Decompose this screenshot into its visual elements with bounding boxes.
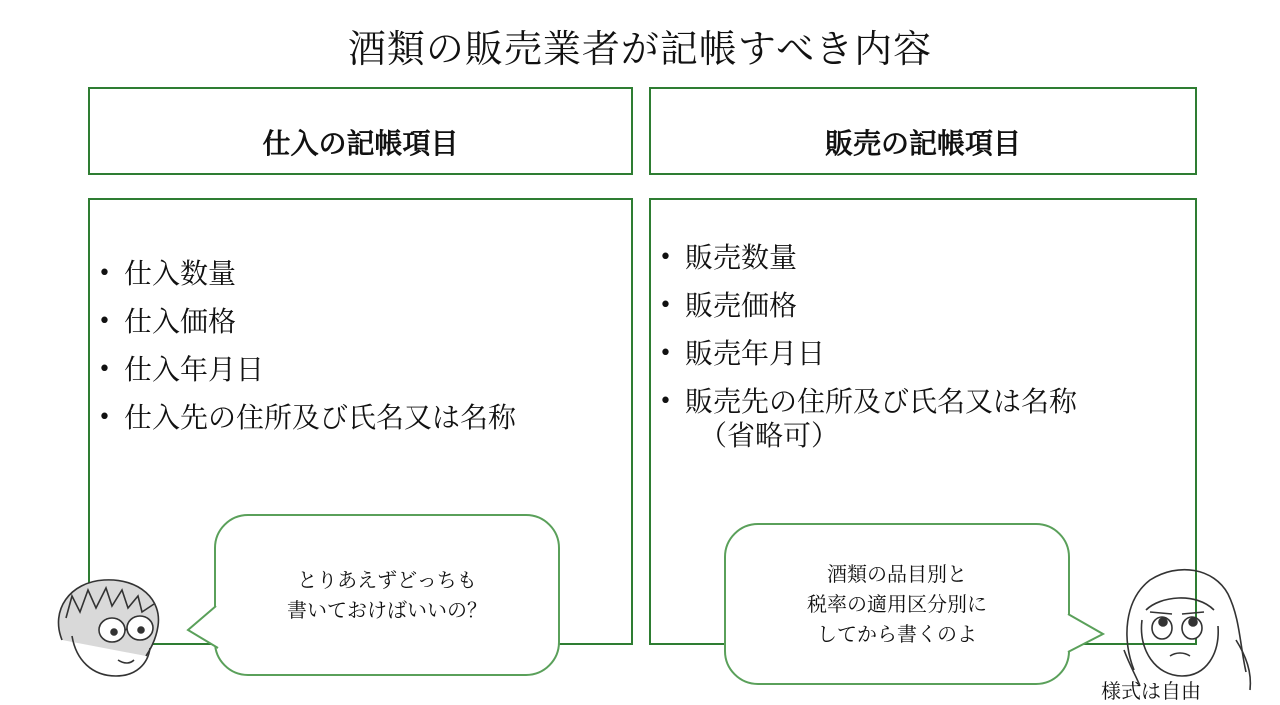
bubble-left-line: とりあえずどっちも bbox=[297, 568, 477, 592]
optional-note: （省略可） bbox=[699, 419, 840, 452]
format-caption: 様式は自由 bbox=[1101, 679, 1201, 703]
bubble-tail-right bbox=[1068, 614, 1103, 652]
list-item-text: 販売先の住所及び氏名又は名称 bbox=[685, 385, 1078, 418]
bubble-right-line: してから書くのよ bbox=[817, 622, 977, 646]
woman-character-icon bbox=[1124, 570, 1250, 690]
list-item: • 販売価格 bbox=[659, 282, 1077, 330]
bubble-right-line: 酒類の品目別と bbox=[827, 562, 967, 586]
boy-character-icon bbox=[58, 580, 158, 676]
bubble-tail-left bbox=[188, 606, 218, 648]
purchase-heading: 仕入の記帳項目 bbox=[262, 127, 459, 160]
bubble-right-line: 税率の適用区分別に bbox=[807, 592, 987, 616]
sales-heading: 販売の記帳項目 bbox=[824, 127, 1021, 160]
list-item: • 仕入先の住所及び氏名又は名称 bbox=[98, 394, 516, 442]
bubble-left-line: 書いておけばいいの？ bbox=[287, 598, 487, 622]
page-title: 酒類の販売業者が記帳すべき内容 bbox=[347, 27, 933, 71]
list-item: • 仕入価格 bbox=[98, 298, 516, 346]
list-item: • 販売年月日 bbox=[659, 330, 1077, 378]
list-item: • 販売数量 bbox=[659, 234, 1077, 282]
list-item: • 仕入数量 bbox=[98, 250, 516, 298]
list-item: • 仕入年月日 bbox=[98, 346, 516, 394]
